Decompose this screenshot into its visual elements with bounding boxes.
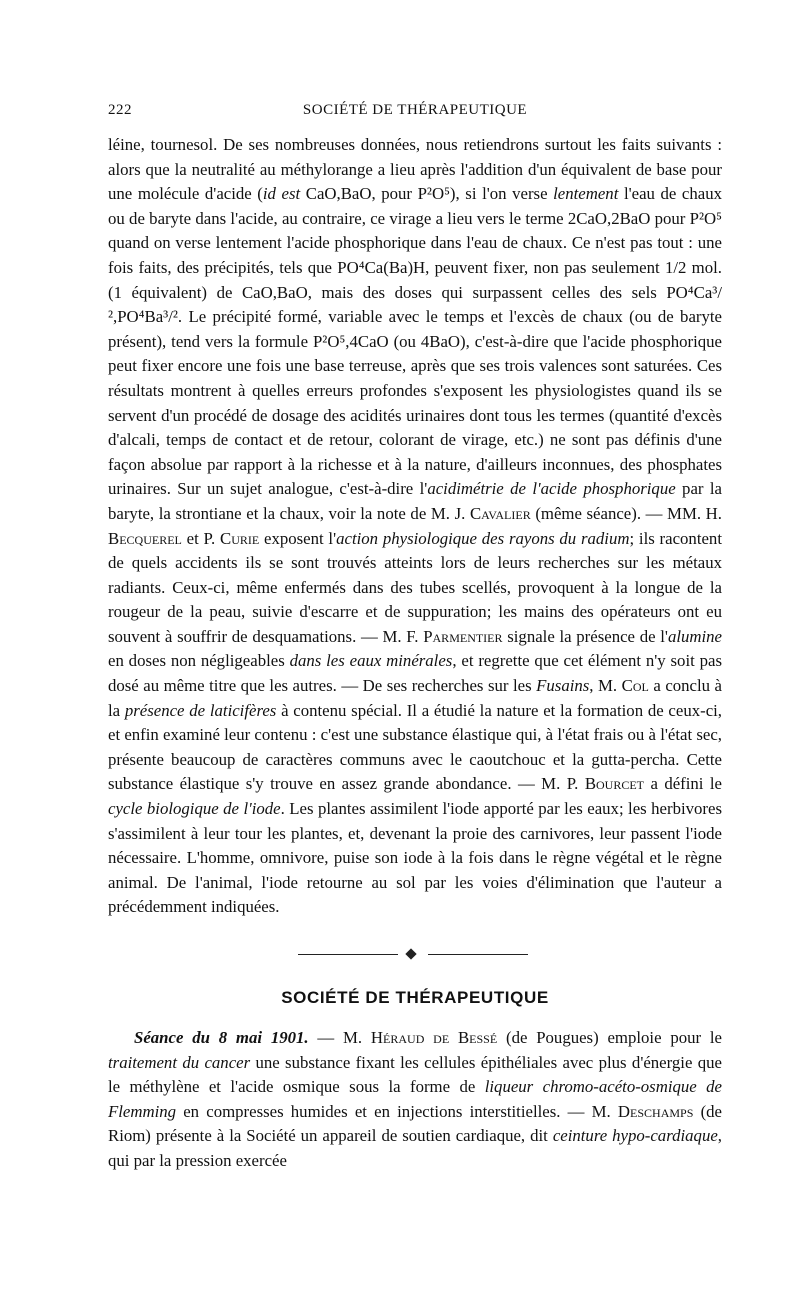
author-name: Cavalier: [469, 503, 531, 523]
text-run: a défini le: [644, 774, 722, 794]
text-run: léine, tournesol. De ses nombreuses données, nous retiendrons surtout les faits suivants : alors que la neutralité au méthylorange a lieu après l'addition d'un équivalent de base pour une molécule d'acide (: [108, 135, 722, 204]
section-heading: SOCIÉTÉ DE THÉRAPEUTIQUE: [281, 988, 549, 1007]
divider-rule-left: [298, 954, 398, 955]
italic-run: Fusains: [536, 676, 590, 696]
diamond-ornament-icon: [405, 948, 416, 959]
author-name: Parmentier: [423, 626, 503, 646]
body-paragraph-1: [108, 133, 722, 920]
italic-run: action physiologique des rayons du radium: [336, 528, 630, 548]
text-run: (de Pougues) emploie pour le: [497, 1028, 723, 1047]
italic-run: traitement du cancer: [108, 1052, 251, 1072]
text-run: par la baryte, la strontiane et la chaux, voir la note de M. J.: [108, 479, 722, 523]
text-run: (de Riom) présente à la Société un appareil de soutien cardiaque, dit: [108, 1101, 722, 1146]
text-run: , et regrette que cet élément n'y soit pas dosé au même titre que les autres. — De ses recherches sur les: [108, 651, 722, 696]
italic-run: cycle biologique de l'iode: [108, 799, 281, 819]
paragraph-text: [108, 1026, 722, 1174]
italic-run: dans les eaux minérales: [289, 651, 453, 671]
author-name: Héraud de Bessé: [370, 1028, 498, 1047]
text-run: en compresses humides et en injections interstitielles. — M.: [176, 1101, 618, 1121]
italic-run: id est: [262, 184, 301, 204]
text-run: à contenu spécial. Il a étudié la nature et la formation de ceux-ci, et enfin examiné leur contenu : c'est une substance élastique qui, à l'état frais ou à l'état sec, présente beaucoup de caractères communs avec le caoutchouc et la gutta-percha. Cette substance élastique s'y trouve en assez grande abondance. — M. P.: [108, 700, 722, 794]
text-run: a conclu à la: [108, 676, 723, 720]
text-run: exposent l': [259, 528, 337, 548]
author-name: Deschamps: [617, 1101, 694, 1121]
text-run: (même séance). — MM. H.: [530, 503, 722, 523]
running-title: SOCIÉTÉ DE THÉRAPEUTIQUE: [302, 102, 528, 118]
text-run: , M.: [589, 676, 622, 696]
paragraph-text: [108, 133, 722, 920]
session-date: Séance du 8 mai 1901.: [134, 1028, 309, 1047]
text-run: , qui par la pression exercée: [108, 1126, 722, 1170]
text-run: signale la présence de l': [502, 626, 668, 646]
divider-rule-right: [428, 954, 528, 955]
author-name: Curie: [220, 528, 260, 548]
italic-run: alumine: [667, 626, 723, 646]
body-paragraph-2: [108, 1026, 722, 1174]
text-run: ; ils racontent de quels accidents ils se sont trouvés atteints lors de leurs recherches sur les métaux radiants. Ceux-ci, même enfermés dans des tubes scellés, provoquent à la longue de la rougeur de la peau, suivie d'escarre et de suppuration; les mains des opérateurs ont eu souvent à souffrir de desquamations. — M. F.: [108, 528, 722, 646]
italic-run: lentement: [553, 184, 619, 204]
text-run: — M.: [308, 1028, 371, 1047]
italic-run: présence de laticifères: [124, 700, 277, 720]
author-name: Col: [621, 676, 649, 696]
text-run: une substance fixant les cellules épithéliales avec plus d'énergie que le méthylène et l'acide osmique sous la forme de: [108, 1052, 722, 1097]
text-run: en doses non négligeables: [108, 651, 290, 671]
italic-run: liqueur chromo-acéto-osmique de Flemming: [108, 1077, 722, 1121]
author-name: Becquerel: [108, 528, 182, 548]
author-name: Bourcet: [584, 774, 645, 794]
italic-run: ceinture hypo-cardiaque: [552, 1126, 718, 1146]
section-divider: [298, 950, 528, 960]
page-number: 222: [108, 102, 132, 118]
italic-run: acidimétrie de l'acide phosphorique: [427, 479, 676, 499]
running-header: [108, 102, 722, 126]
text-run: CaO,BaO, pour P²O⁵), si l'on verse: [300, 184, 554, 204]
text-run: . Les plantes assimilent l'iode apporté par les eaux; les herbivores s'assimilent à leur tour les plantes, et, devenant la proie des carnivores, leur passent l'iode nécessaire. L'homme, omnivore, puise son iode à la fois dans le règne végétal et le règne animal. De l'animal, l'iode retourne au sol par les voies d'élimination que l'auteur a précédemment indiquées.: [108, 799, 722, 917]
text-run: et P.: [181, 528, 220, 548]
text-run: l'eau de chaux ou de baryte dans l'acide, au contraire, ce virage a lieu vers le terme 2CaO,2BaO pour P²O⁵ quand on verse lentement l'acide phosphorique dans l'eau de chaux. Ce n'est pas tout : une fois faits, des précipités, tels que PO⁴Ca(Ba)H, peuvent fixer, non pas seulement 1/2 mol. (1 équivalent) de CaO,BaO, mais des doses qui surpassent celles des sels PO⁴Ca³/²,PO⁴Ba³/². Le précipité formé, variable avec le temps et l'excès de chaux (ou de baryte présent), tend vers la formule P²O⁵,4CaO (ou 4BaO), c'est-à-dire que l'acide phosphorique peut fixer encore une fois une base terreuse, après que ses trois valences sont saturées. Ces résultats montrent à quelles erreurs profondes s'exposent les physiologistes quand ils se servent d'un procédé de dosage des acidités urinaires dont tous les termes (quantité d'excès d'alcali, temps de contact et de retour, colorant de virage, etc.) ne sont pas définis d'une façon absolue par rapport à la richesse et à la nature, d'ailleurs inconnues, des phosphates urinaires. Sur un sujet analogue, c'est-à-dire l': [108, 184, 722, 499]
